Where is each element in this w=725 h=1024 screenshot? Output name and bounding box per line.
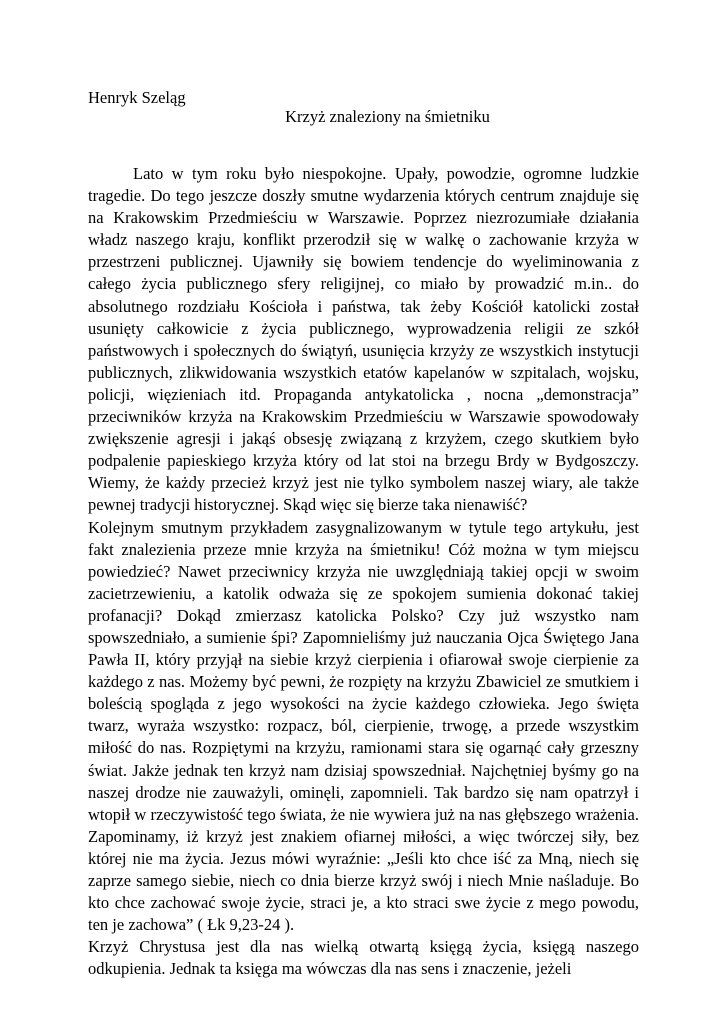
paragraph-1: Lato w tym roku było niespokojne. Upały, powodzie, ogromne ludzkie tragedie. Do tego jeszcze doszły smutne wydarzenia których centrum znajduje się na Krakowskim Przedmieściu w Warszawie. Poprzez niezrozumiałe działania władz naszego kraju, konflikt przerodził się w walkę o zachowanie krzyża w przestrzeni publicznej. Ujawniły się bowiem tendencje do wyeliminowania z całego życia publicznego sfery religijnej, co miało by prowadzić m.in.. do absolutnego rozdziału Kościoła i państwa, tak żeby Kościół katolicki został usunięty całkowicie z życia publicznego, wyprowadzenia religii ze szkół państwowych i społecznych do świątyń, usunięcia krzyży ze wszystkich instytucji publicznych, zlikwidowania wszystkich etatów kapelanów w szpitalach, wojsku, policji, więzieniach itd. Propaganda antykatolicka , nocna „demonstracja” przeciwników krzyża na Krakowskim Przedmieściu w Warszawie spowodowały zwiększenie agresji i jakąś obsesję związaną z krzyżem, czego skutkiem było podpalenie papieskiego krzyża który od lat stoi na brzegu Brdy w Bydgoszczy. Wiemy, że każdy przecież krzyż jest nie tylko symbolem naszej wiary, ale także pewnej tradycji historycznej. Skąd więc się bierze taka nienawiść?	[88, 164, 639, 515]
article-body	[88, 163, 639, 980]
article-title: Krzyż znaleziony na śmietniku	[285, 107, 490, 126]
paragraph-3: Krzyż Chrystusa jest dla nas wielką otwartą księgą życia, księgą naszego odkupienia. Jednak ta księga ma wówczas dla nas sens i znaczenie, jeżeli	[88, 937, 639, 979]
paragraph-2: Kolejnym smutnym przykładem zasygnalizowanym w tytule tego artykułu, jest fakt znalezienia przeze mnie krzyża na śmietniku! Cóż można w tym miejscu powiedzieć? Nawet przeciwnicy krzyża nie uwzględniają takiej opcji w swoim zacietrzewieniu, a katolik odważa się ze spokojem sumienia dokonać takiej profanacji? Dokąd zmierzasz katolicka Polsko? Czy już wszystko nam spowszedniało, a sumienie śpi? Zapomnieliśmy już nauczania Ojca Świętego Jana Pawła II, który przyjął na siebie krzyż cierpienia i ofiarował swoje cierpienie za każdego z nas. Możemy być pewni, że rozpięty na krzyżu Zbawiciel ze smutkiem i boleścią spogląda z jego wysokości na życie każdego człowieka. Jego święta twarz, wyraża wszystko: rozpacz, ból, cierpienie, trwogę, a przede wszystkim miłość do nas. Rozpiętymi na krzyżu, ramionami stara się ogarnąć cały grzeszny świat. Jakże jednak ten krzyż nam dzisiaj spowszedniał. Najchętniej byśmy go na naszej drodze nie zauważyli, ominęli, zapomnieli. Tak bardzo się nam opatrzył i wtopił w rzeczywistość tego świata, że nie wywiera już na nas głębszego wrażenia. Zapominamy, iż krzyż jest znakiem ofiarnej miłości, a więc twórczej siły, bez której nie ma życia. Jezus mówi wyraźnie: „Jeśli kto chce iść za Mną, niech się zaprze samego siebie, niech co dnia bierze krzyż swój i niech Mnie naśladuje. Bo kto chce zachować swoje życie, straci je, a kto straci swe życie z mego powodu, ten je zachowa” ( Łk 9,23-24 ).	[88, 517, 639, 935]
author-name: Henryk Szeląg	[88, 88, 186, 107]
